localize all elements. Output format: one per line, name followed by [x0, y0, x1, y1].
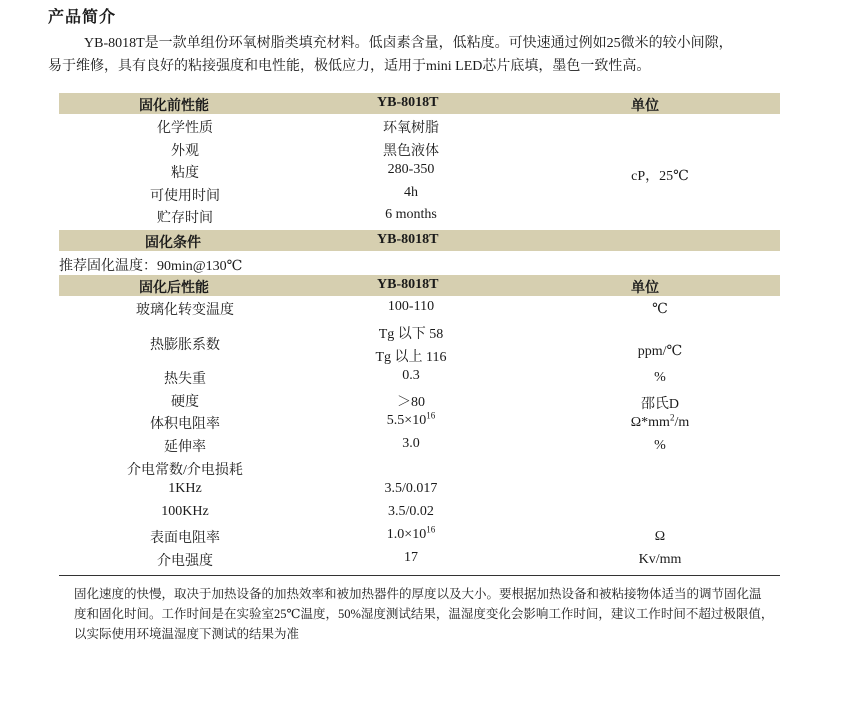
- row-unit: Kv/mm: [638, 552, 682, 567]
- row-name: 体积电阻率: [150, 417, 220, 432]
- row-unit: %: [654, 370, 666, 385]
- recommended-cure: 推荐固化温度：90min@130℃: [59, 259, 243, 274]
- footnote-line-3: 以实际使用环境温湿度下测试的结果为准: [74, 627, 300, 641]
- row-name: 热膨胀系数: [150, 338, 220, 353]
- intro-line-2: 易于维修，具有良好的粘接强度和电性能，极低应力，适用于mini LED芯片底填，墨色一致性高。: [48, 59, 651, 74]
- header-product-label: YB-8018T: [377, 95, 439, 110]
- value-exponent: 16: [426, 410, 436, 421]
- header-cure-conditions: [59, 230, 780, 251]
- header-before-cure: [59, 93, 780, 114]
- product-intro: [48, 32, 818, 78]
- page-title: 产品简介: [48, 7, 117, 26]
- unit-tail: /m: [674, 415, 690, 430]
- header-cure-label: 固化条件: [145, 236, 201, 251]
- header-product-label: YB-8018T: [377, 277, 439, 292]
- row-value: 280-350: [387, 162, 435, 177]
- row-value: 4h: [404, 185, 418, 200]
- row-value: 3.0: [402, 436, 420, 451]
- value-base: 5.5×10: [386, 413, 427, 428]
- row-value: 6 months: [385, 207, 437, 222]
- header-after-label: 固化后性能: [139, 281, 209, 296]
- row-name: 化学性质: [157, 121, 213, 136]
- row-name: 贮存时间: [157, 211, 213, 226]
- footnote-line-1: 固化速度的快慢，取决于加热设备的加热效率和被加热器件的厚度以及大小。要根据加热设备和被粘接物体适当的调节固化温: [74, 587, 762, 601]
- row-name: 硬度: [171, 395, 199, 410]
- header-product-label: YB-8018T: [377, 232, 439, 247]
- row-unit: ppm/℃: [637, 344, 683, 359]
- row-value: 100-110: [387, 299, 435, 314]
- row-name: 介电常数/介电损耗: [127, 463, 243, 478]
- unit-base: Ω*mm: [630, 415, 670, 430]
- row-value: Tg 以下 58: [378, 327, 444, 342]
- row-value: 17: [404, 550, 418, 565]
- row-unit: 邵氏D: [640, 397, 680, 412]
- row-unit: ℃: [652, 302, 668, 317]
- row-value: ＞80: [397, 395, 425, 410]
- row-unit: Ω: [654, 529, 666, 544]
- table-divider: [59, 575, 780, 576]
- row-value: 3.5/0.017: [384, 481, 438, 496]
- header-after-cure: [59, 275, 780, 296]
- row-name: 介电强度: [157, 554, 213, 569]
- row-value: 3.5/0.02: [388, 504, 434, 519]
- row-name: 粘度: [171, 166, 199, 181]
- row-value: Tg 以上 116: [375, 350, 447, 365]
- value-exponent: 16: [426, 524, 436, 535]
- row-value: 0.3: [402, 368, 420, 383]
- viscosity-unit: cP，25℃: [631, 169, 689, 184]
- header-before-label: 固化前性能: [139, 99, 209, 114]
- footnote-line-2: 度和固化时间。工作时间是在实验室25℃温度，50%湿度测试结果，温湿度变化会影响工作时间，建议工作时间不超过极限值，: [74, 607, 774, 621]
- row-name: 延伸率: [164, 440, 206, 455]
- intro-line-1: YB-8018T是一款单组份环氧树脂类填充材料。低卤素含量，低粘度。可快速通过例如25微米的较小间隙，: [84, 36, 733, 51]
- row-value: [336, 524, 486, 543]
- row-name: 可使用时间: [150, 189, 220, 204]
- row-name: 热失重: [164, 372, 206, 387]
- row-name: 表面电阻率: [150, 531, 220, 546]
- value-base: 1.0×10: [386, 527, 427, 542]
- row-name: 外观: [171, 144, 199, 159]
- row-unit: %: [654, 438, 666, 453]
- footnote: [74, 584, 814, 644]
- row-name: 1KHz: [168, 481, 202, 496]
- row-name: 玻璃化转变温度: [136, 303, 234, 318]
- unit-exponent: 2: [669, 412, 675, 423]
- row-value: [336, 410, 486, 429]
- row-unit: [585, 412, 735, 431]
- row-value: 黑色液体: [383, 144, 439, 159]
- header-unit-label: 单位: [631, 281, 659, 296]
- row-name: 100KHz: [161, 504, 209, 519]
- header-unit-label: 单位: [631, 99, 659, 114]
- row-value: 环氧树脂: [383, 121, 439, 136]
